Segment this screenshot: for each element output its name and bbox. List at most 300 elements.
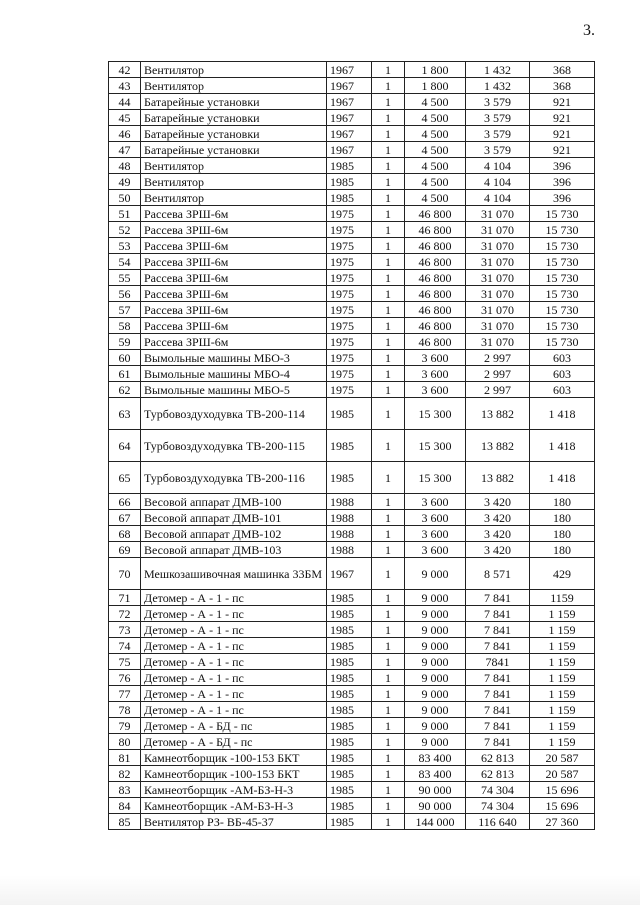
equipment-name-cell: Батарейные установки bbox=[141, 94, 327, 110]
initial-cost-cell: 3 600 bbox=[405, 494, 466, 510]
residual-value-cell: 180 bbox=[530, 510, 595, 526]
residual-value-cell: 180 bbox=[530, 542, 595, 558]
equipment-name-cell: Рассева ЗРШ-6м bbox=[141, 302, 327, 318]
row-number-cell: 49 bbox=[109, 174, 141, 190]
row-number-cell: 60 bbox=[109, 350, 141, 366]
residual-value-cell: 1159 bbox=[530, 590, 595, 606]
equipment-name-cell: Вымольные машины МБО-4 bbox=[141, 366, 327, 382]
depreciation-cell: 3 420 bbox=[466, 510, 530, 526]
row-number-cell: 83 bbox=[109, 782, 141, 798]
quantity-cell: 1 bbox=[372, 766, 405, 782]
equipment-name-cell: Детомер - А - БД - пс bbox=[141, 718, 327, 734]
residual-value-cell: 921 bbox=[530, 126, 595, 142]
row-number-cell: 68 bbox=[109, 526, 141, 542]
residual-value-cell: 1 159 bbox=[530, 622, 595, 638]
table-row bbox=[109, 686, 595, 702]
year-cell: 1985 bbox=[327, 190, 372, 206]
equipment-name-cell: Вентилятор bbox=[141, 190, 327, 206]
initial-cost-cell: 9 000 bbox=[405, 702, 466, 718]
row-number-cell: 55 bbox=[109, 270, 141, 286]
year-cell: 1967 bbox=[327, 110, 372, 126]
year-cell: 1975 bbox=[327, 222, 372, 238]
quantity-cell: 1 bbox=[372, 222, 405, 238]
table-row bbox=[109, 94, 595, 110]
initial-cost-cell: 15 300 bbox=[405, 398, 466, 430]
initial-cost-cell: 4 500 bbox=[405, 110, 466, 126]
depreciation-cell: 74 304 bbox=[466, 798, 530, 814]
residual-value-cell: 1 159 bbox=[530, 638, 595, 654]
quantity-cell: 1 bbox=[372, 94, 405, 110]
depreciation-cell: 7 841 bbox=[466, 734, 530, 750]
residual-value-cell: 27 360 bbox=[530, 814, 595, 830]
row-number-cell: 75 bbox=[109, 654, 141, 670]
row-number-cell: 84 bbox=[109, 798, 141, 814]
depreciation-cell: 7 841 bbox=[466, 670, 530, 686]
year-cell: 1967 bbox=[327, 62, 372, 78]
row-number-cell: 63 bbox=[109, 398, 141, 430]
equipment-name-cell: Рассева ЗРШ-6м bbox=[141, 238, 327, 254]
row-number-cell: 51 bbox=[109, 206, 141, 222]
residual-value-cell: 396 bbox=[530, 174, 595, 190]
quantity-cell: 1 bbox=[372, 174, 405, 190]
equipment-name-cell: Вентилятор bbox=[141, 78, 327, 94]
quantity-cell: 1 bbox=[372, 430, 405, 462]
year-cell: 1975 bbox=[327, 238, 372, 254]
depreciation-cell: 3 420 bbox=[466, 494, 530, 510]
quantity-cell: 1 bbox=[372, 638, 405, 654]
residual-value-cell: 1 159 bbox=[530, 686, 595, 702]
depreciation-cell: 31 070 bbox=[466, 318, 530, 334]
equipment-name-cell: Рассева ЗРШ-6м bbox=[141, 222, 327, 238]
row-number-cell: 74 bbox=[109, 638, 141, 654]
depreciation-cell: 31 070 bbox=[466, 334, 530, 350]
residual-value-cell: 1 159 bbox=[530, 734, 595, 750]
depreciation-cell: 8 571 bbox=[466, 558, 530, 590]
row-number-cell: 79 bbox=[109, 718, 141, 734]
depreciation-cell: 7 841 bbox=[466, 606, 530, 622]
quantity-cell: 1 bbox=[372, 302, 405, 318]
year-cell: 1988 bbox=[327, 510, 372, 526]
depreciation-cell: 1 432 bbox=[466, 78, 530, 94]
depreciation-cell: 31 070 bbox=[466, 206, 530, 222]
equipment-name-cell: Весовой аппарат ДМВ-101 bbox=[141, 510, 327, 526]
page-number: 3. bbox=[583, 22, 595, 39]
quantity-cell: 1 bbox=[372, 542, 405, 558]
equipment-name-cell: Детомер - А - БД - пс bbox=[141, 734, 327, 750]
table-row bbox=[109, 366, 595, 382]
equipment-name-cell: Вымольные машины МБО-3 bbox=[141, 350, 327, 366]
depreciation-cell: 31 070 bbox=[466, 286, 530, 302]
residual-value-cell: 15 696 bbox=[530, 798, 595, 814]
quantity-cell: 1 bbox=[372, 558, 405, 590]
residual-value-cell: 20 587 bbox=[530, 766, 595, 782]
initial-cost-cell: 46 800 bbox=[405, 270, 466, 286]
row-number-cell: 73 bbox=[109, 622, 141, 638]
initial-cost-cell: 9 000 bbox=[405, 718, 466, 734]
quantity-cell: 1 bbox=[372, 254, 405, 270]
depreciation-cell: 62 813 bbox=[466, 750, 530, 766]
equipment-name-cell: Рассева ЗРШ-6м bbox=[141, 286, 327, 302]
table-row bbox=[109, 510, 595, 526]
residual-value-cell: 1 159 bbox=[530, 670, 595, 686]
depreciation-cell: 31 070 bbox=[466, 254, 530, 270]
depreciation-cell: 7 841 bbox=[466, 702, 530, 718]
equipment-table bbox=[108, 61, 595, 830]
initial-cost-cell: 46 800 bbox=[405, 302, 466, 318]
quantity-cell: 1 bbox=[372, 350, 405, 366]
equipment-name-cell: Детомер - А - 1 - пс bbox=[141, 702, 327, 718]
table-row bbox=[109, 190, 595, 206]
quantity-cell: 1 bbox=[372, 734, 405, 750]
quantity-cell: 1 bbox=[372, 366, 405, 382]
initial-cost-cell: 15 300 bbox=[405, 430, 466, 462]
depreciation-cell: 3 420 bbox=[466, 526, 530, 542]
depreciation-cell: 2 997 bbox=[466, 350, 530, 366]
depreciation-cell: 4 104 bbox=[466, 158, 530, 174]
residual-value-cell: 368 bbox=[530, 78, 595, 94]
quantity-cell: 1 bbox=[372, 526, 405, 542]
row-number-cell: 82 bbox=[109, 766, 141, 782]
table-row bbox=[109, 734, 595, 750]
row-number-cell: 43 bbox=[109, 78, 141, 94]
quantity-cell: 1 bbox=[372, 750, 405, 766]
initial-cost-cell: 9 000 bbox=[405, 654, 466, 670]
initial-cost-cell: 3 600 bbox=[405, 382, 466, 398]
depreciation-cell: 13 882 bbox=[466, 398, 530, 430]
year-cell: 1985 bbox=[327, 430, 372, 462]
residual-value-cell: 15 730 bbox=[530, 302, 595, 318]
table-row bbox=[109, 206, 595, 222]
year-cell: 1985 bbox=[327, 782, 372, 798]
residual-value-cell: 921 bbox=[530, 142, 595, 158]
row-number-cell: 80 bbox=[109, 734, 141, 750]
row-number-cell: 66 bbox=[109, 494, 141, 510]
initial-cost-cell: 3 600 bbox=[405, 350, 466, 366]
row-number-cell: 76 bbox=[109, 670, 141, 686]
year-cell: 1975 bbox=[327, 318, 372, 334]
year-cell: 1967 bbox=[327, 78, 372, 94]
initial-cost-cell: 9 000 bbox=[405, 606, 466, 622]
year-cell: 1985 bbox=[327, 734, 372, 750]
quantity-cell: 1 bbox=[372, 238, 405, 254]
quantity-cell: 1 bbox=[372, 606, 405, 622]
quantity-cell: 1 bbox=[372, 286, 405, 302]
initial-cost-cell: 15 300 bbox=[405, 462, 466, 494]
quantity-cell: 1 bbox=[372, 510, 405, 526]
depreciation-cell: 7 841 bbox=[466, 686, 530, 702]
depreciation-cell: 31 070 bbox=[466, 270, 530, 286]
residual-value-cell: 603 bbox=[530, 366, 595, 382]
quantity-cell: 1 bbox=[372, 62, 405, 78]
depreciation-cell: 4 104 bbox=[466, 174, 530, 190]
table-row bbox=[109, 382, 595, 398]
row-number-cell: 42 bbox=[109, 62, 141, 78]
residual-value-cell: 15 730 bbox=[530, 318, 595, 334]
residual-value-cell: 368 bbox=[530, 62, 595, 78]
row-number-cell: 47 bbox=[109, 142, 141, 158]
residual-value-cell: 15 730 bbox=[530, 254, 595, 270]
residual-value-cell: 15 696 bbox=[530, 782, 595, 798]
row-number-cell: 65 bbox=[109, 462, 141, 494]
residual-value-cell: 1 418 bbox=[530, 462, 595, 494]
quantity-cell: 1 bbox=[372, 718, 405, 734]
table-row bbox=[109, 110, 595, 126]
initial-cost-cell: 9 000 bbox=[405, 622, 466, 638]
depreciation-cell: 31 070 bbox=[466, 238, 530, 254]
table-row bbox=[109, 174, 595, 190]
row-number-cell: 71 bbox=[109, 590, 141, 606]
residual-value-cell: 921 bbox=[530, 110, 595, 126]
year-cell: 1985 bbox=[327, 798, 372, 814]
table-row bbox=[109, 286, 595, 302]
year-cell: 1975 bbox=[327, 254, 372, 270]
residual-value-cell: 180 bbox=[530, 494, 595, 510]
row-number-cell: 50 bbox=[109, 190, 141, 206]
table-row bbox=[109, 462, 595, 494]
table-row bbox=[109, 718, 595, 734]
residual-value-cell: 15 730 bbox=[530, 334, 595, 350]
quantity-cell: 1 bbox=[372, 206, 405, 222]
table-row bbox=[109, 606, 595, 622]
equipment-name-cell: Камнеотборщик -100-153 БКТ bbox=[141, 750, 327, 766]
row-number-cell: 81 bbox=[109, 750, 141, 766]
depreciation-cell: 3 579 bbox=[466, 142, 530, 158]
row-number-cell: 72 bbox=[109, 606, 141, 622]
year-cell: 1985 bbox=[327, 702, 372, 718]
quantity-cell: 1 bbox=[372, 126, 405, 142]
depreciation-cell: 7 841 bbox=[466, 638, 530, 654]
year-cell: 1985 bbox=[327, 638, 372, 654]
depreciation-cell: 13 882 bbox=[466, 430, 530, 462]
row-number-cell: 45 bbox=[109, 110, 141, 126]
residual-value-cell: 15 730 bbox=[530, 238, 595, 254]
table-row bbox=[109, 798, 595, 814]
initial-cost-cell: 3 600 bbox=[405, 510, 466, 526]
initial-cost-cell: 9 000 bbox=[405, 638, 466, 654]
quantity-cell: 1 bbox=[372, 654, 405, 670]
year-cell: 1975 bbox=[327, 334, 372, 350]
equipment-name-cell: Рассева ЗРШ-6м bbox=[141, 206, 327, 222]
residual-value-cell: 1 159 bbox=[530, 654, 595, 670]
depreciation-cell: 7841 bbox=[466, 654, 530, 670]
initial-cost-cell: 3 600 bbox=[405, 542, 466, 558]
table-row bbox=[109, 622, 595, 638]
year-cell: 1975 bbox=[327, 270, 372, 286]
year-cell: 1985 bbox=[327, 654, 372, 670]
year-cell: 1985 bbox=[327, 174, 372, 190]
quantity-cell: 1 bbox=[372, 110, 405, 126]
equipment-name-cell: Детомер - А - 1 - пс bbox=[141, 686, 327, 702]
residual-value-cell: 921 bbox=[530, 94, 595, 110]
initial-cost-cell: 4 500 bbox=[405, 126, 466, 142]
depreciation-cell: 31 070 bbox=[466, 222, 530, 238]
initial-cost-cell: 46 800 bbox=[405, 222, 466, 238]
initial-cost-cell: 3 600 bbox=[405, 526, 466, 542]
initial-cost-cell: 46 800 bbox=[405, 318, 466, 334]
table-row bbox=[109, 398, 595, 430]
equipment-name-cell: Батарейные установки bbox=[141, 126, 327, 142]
residual-value-cell: 429 bbox=[530, 558, 595, 590]
quantity-cell: 1 bbox=[372, 622, 405, 638]
quantity-cell: 1 bbox=[372, 702, 405, 718]
equipment-name-cell: Весовой аппарат ДМВ-102 bbox=[141, 526, 327, 542]
row-number-cell: 61 bbox=[109, 366, 141, 382]
year-cell: 1975 bbox=[327, 382, 372, 398]
quantity-cell: 1 bbox=[372, 78, 405, 94]
depreciation-cell: 2 997 bbox=[466, 366, 530, 382]
depreciation-cell: 2 997 bbox=[466, 382, 530, 398]
table-row bbox=[109, 270, 595, 286]
table-row bbox=[109, 430, 595, 462]
quantity-cell: 1 bbox=[372, 142, 405, 158]
scan-edge bbox=[0, 875, 640, 905]
year-cell: 1975 bbox=[327, 366, 372, 382]
equipment-name-cell: Детомер - А - 1 - пс bbox=[141, 606, 327, 622]
row-number-cell: 52 bbox=[109, 222, 141, 238]
equipment-name-cell: Весовой аппарат ДМВ-100 bbox=[141, 494, 327, 510]
equipment-name-cell: Турбовоздуходувка ТВ-200-116 bbox=[141, 462, 327, 494]
initial-cost-cell: 144 000 bbox=[405, 814, 466, 830]
equipment-name-cell: Вентилятор bbox=[141, 158, 327, 174]
row-number-cell: 54 bbox=[109, 254, 141, 270]
initial-cost-cell: 1 800 bbox=[405, 62, 466, 78]
equipment-name-cell: Весовой аппарат ДМВ-103 bbox=[141, 542, 327, 558]
quantity-cell: 1 bbox=[372, 334, 405, 350]
table-row bbox=[109, 222, 595, 238]
row-number-cell: 44 bbox=[109, 94, 141, 110]
initial-cost-cell: 9 000 bbox=[405, 670, 466, 686]
year-cell: 1985 bbox=[327, 590, 372, 606]
table-row bbox=[109, 158, 595, 174]
table-row bbox=[109, 558, 595, 590]
initial-cost-cell: 83 400 bbox=[405, 766, 466, 782]
year-cell: 1985 bbox=[327, 606, 372, 622]
equipment-name-cell: Батарейные установки bbox=[141, 110, 327, 126]
year-cell: 1988 bbox=[327, 494, 372, 510]
row-number-cell: 57 bbox=[109, 302, 141, 318]
year-cell: 1967 bbox=[327, 126, 372, 142]
residual-value-cell: 15 730 bbox=[530, 286, 595, 302]
equipment-name-cell: Вентилятор bbox=[141, 174, 327, 190]
initial-cost-cell: 90 000 bbox=[405, 782, 466, 798]
table-row bbox=[109, 494, 595, 510]
row-number-cell: 56 bbox=[109, 286, 141, 302]
depreciation-cell: 62 813 bbox=[466, 766, 530, 782]
residual-value-cell: 1 159 bbox=[530, 606, 595, 622]
residual-value-cell: 1 159 bbox=[530, 702, 595, 718]
residual-value-cell: 396 bbox=[530, 158, 595, 174]
initial-cost-cell: 46 800 bbox=[405, 286, 466, 302]
year-cell: 1985 bbox=[327, 686, 372, 702]
table-row bbox=[109, 814, 595, 830]
table-row bbox=[109, 302, 595, 318]
row-number-cell: 62 bbox=[109, 382, 141, 398]
depreciation-cell: 74 304 bbox=[466, 782, 530, 798]
residual-value-cell: 15 730 bbox=[530, 270, 595, 286]
row-number-cell: 48 bbox=[109, 158, 141, 174]
residual-value-cell: 1 418 bbox=[530, 430, 595, 462]
depreciation-cell: 13 882 bbox=[466, 462, 530, 494]
quantity-cell: 1 bbox=[372, 382, 405, 398]
year-cell: 1967 bbox=[327, 94, 372, 110]
year-cell: 1988 bbox=[327, 542, 372, 558]
residual-value-cell: 1 418 bbox=[530, 398, 595, 430]
table-row bbox=[109, 782, 595, 798]
quantity-cell: 1 bbox=[372, 814, 405, 830]
residual-value-cell: 603 bbox=[530, 382, 595, 398]
depreciation-cell: 3 579 bbox=[466, 126, 530, 142]
row-number-cell: 58 bbox=[109, 318, 141, 334]
depreciation-cell: 1 432 bbox=[466, 62, 530, 78]
initial-cost-cell: 46 800 bbox=[405, 254, 466, 270]
table-row bbox=[109, 590, 595, 606]
row-number-cell: 67 bbox=[109, 510, 141, 526]
residual-value-cell: 15 730 bbox=[530, 206, 595, 222]
residual-value-cell: 396 bbox=[530, 190, 595, 206]
year-cell: 1985 bbox=[327, 158, 372, 174]
initial-cost-cell: 46 800 bbox=[405, 238, 466, 254]
depreciation-cell: 7 841 bbox=[466, 718, 530, 734]
equipment-name-cell: Мешкозашивочная машинка 33БМ bbox=[141, 558, 327, 590]
table-row bbox=[109, 766, 595, 782]
initial-cost-cell: 4 500 bbox=[405, 190, 466, 206]
equipment-name-cell: Камнеотборщик -АМ-БЗ-Н-3 bbox=[141, 798, 327, 814]
depreciation-cell: 3 579 bbox=[466, 110, 530, 126]
table-row bbox=[109, 702, 595, 718]
table-row bbox=[109, 62, 595, 78]
depreciation-cell: 4 104 bbox=[466, 190, 530, 206]
quantity-cell: 1 bbox=[372, 782, 405, 798]
year-cell: 1985 bbox=[327, 766, 372, 782]
initial-cost-cell: 9 000 bbox=[405, 590, 466, 606]
depreciation-cell: 116 640 bbox=[466, 814, 530, 830]
row-number-cell: 46 bbox=[109, 126, 141, 142]
year-cell: 1975 bbox=[327, 206, 372, 222]
quantity-cell: 1 bbox=[372, 462, 405, 494]
row-number-cell: 78 bbox=[109, 702, 141, 718]
year-cell: 1985 bbox=[327, 462, 372, 494]
year-cell: 1975 bbox=[327, 286, 372, 302]
year-cell: 1985 bbox=[327, 814, 372, 830]
row-number-cell: 85 bbox=[109, 814, 141, 830]
year-cell: 1985 bbox=[327, 718, 372, 734]
equipment-name-cell: Турбовоздуходувка ТВ-200-114 bbox=[141, 398, 327, 430]
initial-cost-cell: 3 600 bbox=[405, 366, 466, 382]
equipment-name-cell: Камнеотборщик -АМ-БЗ-Н-3 bbox=[141, 782, 327, 798]
row-number-cell: 69 bbox=[109, 542, 141, 558]
year-cell: 1975 bbox=[327, 302, 372, 318]
equipment-name-cell: Вентилятор РЗ- ВБ-45-37 bbox=[141, 814, 327, 830]
table-row bbox=[109, 318, 595, 334]
table-row bbox=[109, 334, 595, 350]
initial-cost-cell: 4 500 bbox=[405, 142, 466, 158]
equipment-name-cell: Детомер - А - 1 - пс bbox=[141, 670, 327, 686]
equipment-name-cell: Камнеотборщик -100-153 БКТ bbox=[141, 766, 327, 782]
equipment-name-cell: Батарейные установки bbox=[141, 142, 327, 158]
equipment-name-cell: Рассева ЗРШ-6м bbox=[141, 318, 327, 334]
depreciation-cell: 31 070 bbox=[466, 302, 530, 318]
row-number-cell: 77 bbox=[109, 686, 141, 702]
residual-value-cell: 180 bbox=[530, 526, 595, 542]
table-body bbox=[109, 62, 595, 830]
equipment-name-cell: Вымольные машины МБО-5 bbox=[141, 382, 327, 398]
equipment-name-cell: Детомер - А - 1 - пс bbox=[141, 654, 327, 670]
equipment-name-cell: Рассева ЗРШ-6м bbox=[141, 270, 327, 286]
equipment-name-cell: Вентилятор bbox=[141, 62, 327, 78]
initial-cost-cell: 4 500 bbox=[405, 94, 466, 110]
row-number-cell: 64 bbox=[109, 430, 141, 462]
row-number-cell: 53 bbox=[109, 238, 141, 254]
